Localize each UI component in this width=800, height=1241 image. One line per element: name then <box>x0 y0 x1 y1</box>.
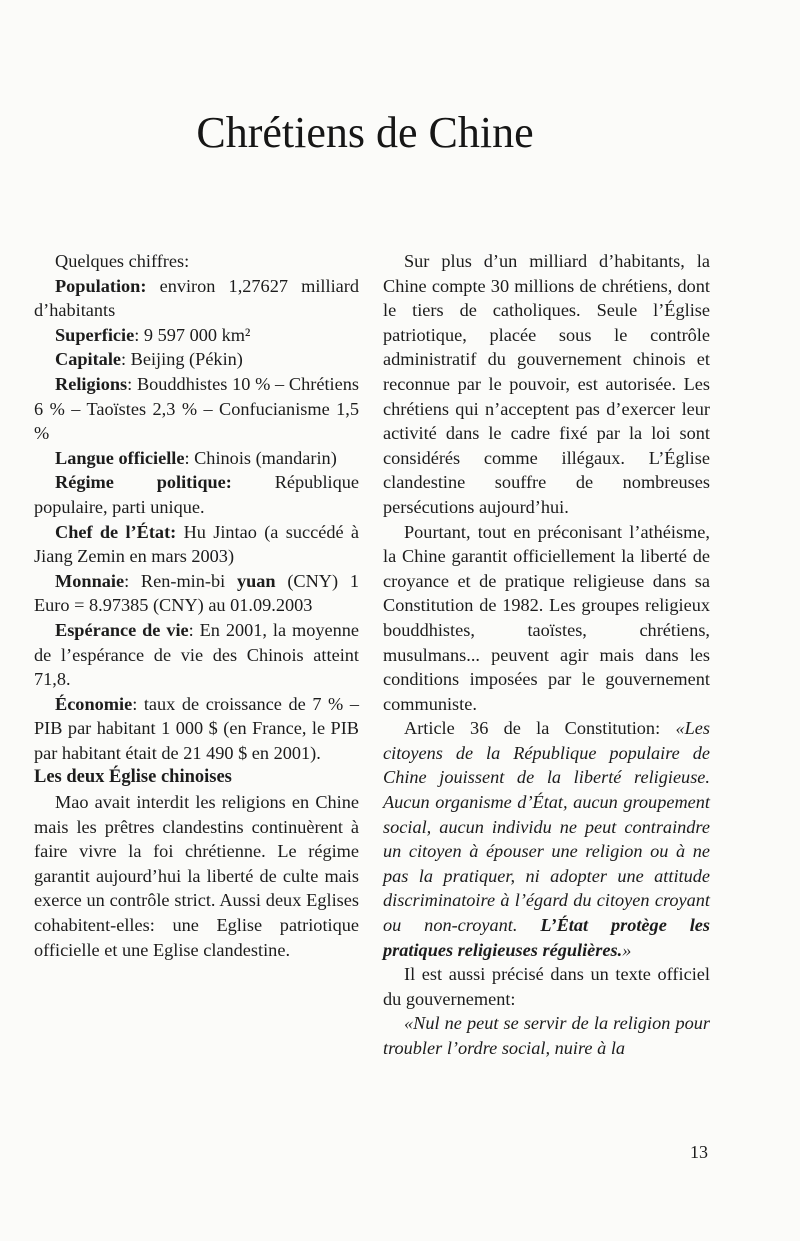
fact-value: (CNY) 1 Euro = 8.97385 (CNY) au 01.09.2003 <box>34 570 359 616</box>
fact-value: : Beijing (Pékin) <box>121 349 243 370</box>
fact-label: Population: <box>55 275 147 296</box>
facts-intro: Quelques chiffres: <box>55 251 190 271</box>
fact-value: environ 1,27627 milliard d’habitants <box>34 275 359 321</box>
fact-value: : taux de croissance de 7 % – PIB par habitant 1 000 $ (en France, le PIB par habitant était de 21 490 $ en 2001). <box>34 693 359 763</box>
fact-value: : En 2001, la moyenne de l’espérance de vie des Chinois atteint 71,8. <box>34 619 359 690</box>
left-column <box>34 249 359 962</box>
fact-value: : Chinois (mandarin) <box>184 447 337 468</box>
fact-label: Capitale <box>55 349 122 370</box>
right-column <box>383 249 710 1061</box>
fact-value: Hu Jintao (a succédé à Jiang Zemin en mars 2003) <box>34 521 359 567</box>
fact-label: Espérance de vie <box>55 619 189 640</box>
fact-value: : Ren-min-bi <box>124 570 237 591</box>
fact-value: : Bouddhistes 10 % – Chrétiens 6 % – Taoïstes 2,3 % – Confucianisme 1,5 % <box>34 373 359 444</box>
fact-label: Langue officielle <box>55 447 185 468</box>
fact-religions <box>34 372 359 446</box>
fact-value: République populaire, parti unique. <box>34 472 360 517</box>
article-lead: Article 36 de la Constitution: <box>404 718 676 739</box>
fact-capitale <box>34 347 359 372</box>
fact-label: Monnaie <box>55 570 125 591</box>
fact-value-bold: yuan <box>236 570 276 591</box>
article-quote: «Les citoyens de la République populaire de Chine jouissent de la liberté religieuse. Aucun organisme d’État, aucun groupement social, aucun individu ne peut contraindre un citoyen à épouser une religion ou à ne pas la pratiquer, ni adopter une attitude discriminatoire à l’égard du citoyen croyant ou non-croyant. <box>383 718 710 936</box>
section-paragraph: Mao avait interdit les religions en Chine mais les prêtres clandestins continuèrent à faire vivre la foi chrétienne. Le régime garantit aujourd’hui la liberté de culte mais exerce un contrôle strict. Aussi deux Eglises cohabitent-elles: une Eglise patriotique officielle et une Eglise clandestine. <box>34 792 359 960</box>
article-quote-bold: L’État protège les pratiques religieuses régulières. <box>383 915 711 960</box>
fact-label: Chef de l’État: <box>55 521 177 542</box>
fact-label: Religions <box>55 373 128 394</box>
section-heading: Les deux Église chinoises <box>34 767 232 788</box>
fact-value: : 9 597 000 km² <box>134 324 251 345</box>
fact-population <box>34 274 359 323</box>
fact-economie <box>34 692 359 766</box>
fact-esperance <box>34 618 359 692</box>
paragraph-5: «Nul ne peut se servir de la religion pour troubler l’ordre social, nuire à la <box>383 1013 710 1058</box>
fact-chef <box>34 520 359 569</box>
fact-langue <box>34 446 359 471</box>
paragraph-3 <box>383 716 710 962</box>
article-quote-close: » <box>622 939 632 960</box>
paragraph-4: Il est aussi précisé dans un texte officiel du gouvernement: <box>383 964 710 1009</box>
fact-monnaie <box>34 569 359 618</box>
paragraph-2: Pourtant, tout en préconisant l’athéisme, la Chine garantit officiellement la liberté de croyance et de pratique religieuse dans sa Constitution de 1982. Les groupes religieux bouddhistes, taoïstes, chrétiens, musulmans... peuvent agir mais dans les conditions imposées par le gouvernement communiste. <box>383 521 710 714</box>
paragraph-1: Sur plus d’un milliard d’habitants, la Chine compte 30 millions de chrétiens, dont le tiers de catholiques. Seule l’Église patriotique, placée sous le contrôle administratif du gouvernement chinois et reconnue par le pouvoir, est autorisée. Les chrétiens qui n’acceptent pas d’exercer leur activité dans le cadre fixé par la loi sont considérés comme illégaux. L’Église clandestine souffre de nombreuses persécutions aujourd’hui. <box>383 251 710 517</box>
fact-superficie <box>34 323 359 348</box>
page-number: 13 <box>690 1142 708 1162</box>
fact-label: Régime politique: <box>55 472 232 493</box>
fact-regime <box>34 470 359 519</box>
fact-label: Superficie <box>55 324 135 345</box>
page-title: Chrétiens de Chine <box>196 108 534 158</box>
fact-label: Économie <box>55 693 133 714</box>
